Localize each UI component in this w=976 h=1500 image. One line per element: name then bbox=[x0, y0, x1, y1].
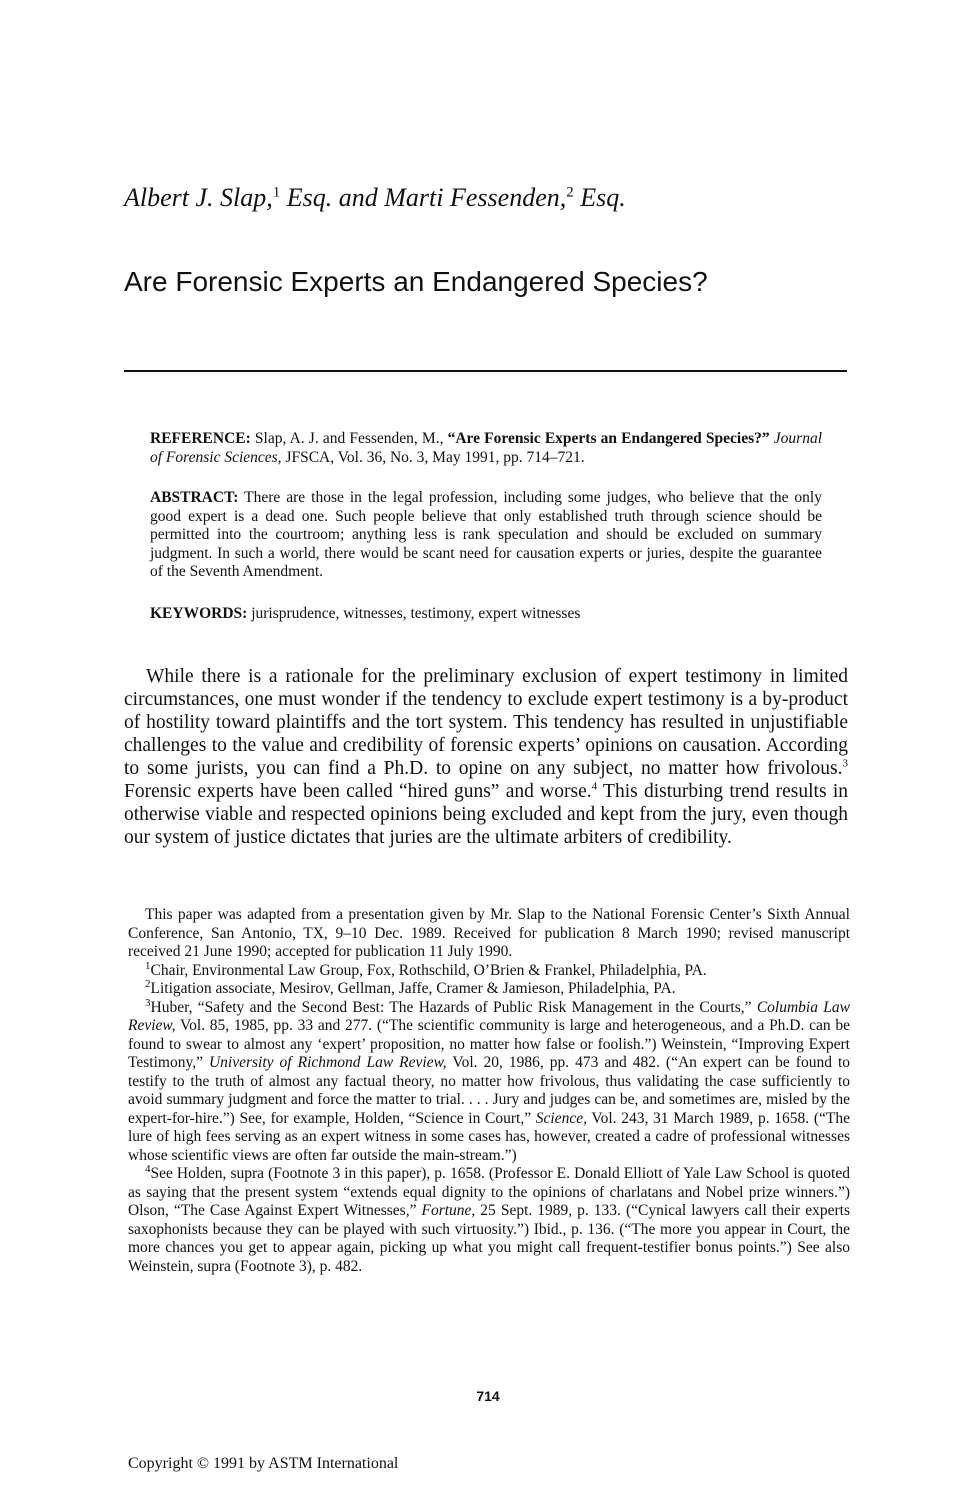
body-text-3: This disturbing trend results in otherwise viable and respected opinions being excluded and kept from the jury, even though our system of justice dictates that juries are the ultimate arbiters of credibility. bbox=[124, 781, 849, 848]
footnote-1 bbox=[128, 959, 850, 981]
footnote-ref-4[interactable]: 4 bbox=[591, 780, 598, 793]
reference-title: “Are Forensic Experts an Endangered Species?” bbox=[447, 430, 770, 447]
footnote-2-text: Litigation associate, Mesirov, Gellman, Jaffe, Cramer & Jamieson, Philadelphia, PA. bbox=[150, 980, 676, 997]
footnote-4 bbox=[128, 1162, 850, 1276]
keywords-label: KEYWORDS: bbox=[150, 605, 248, 622]
abstract-text: There are those in the legal profession, including some judges, who believe that the only good expert is a dead one. Such people believe that only established truth through science should be permitted into the courtroom; anything less is rank speculation and should be excluded on summary judgment. In such a world, there would be scant need for causation experts or juries, despite the guarantee of the Seventh Amendment. bbox=[150, 489, 822, 580]
footnote-3-journal-1: Columbia Law Review, bbox=[128, 998, 850, 1034]
footnote-1-text: Chair, Environmental Law Group, Fox, Rothschild, O’Brien & Frankel, Philadelphia, PA. bbox=[150, 961, 707, 979]
reference-label: REFERENCE: bbox=[150, 430, 251, 447]
reference-authors: Slap, A. J. and Fessenden, M., bbox=[250, 430, 448, 447]
author-separator: Esq. and bbox=[280, 183, 385, 212]
footnote-3-mark: 3 bbox=[145, 996, 151, 1009]
paper-title: Are Forensic Experts an Endangered Species? bbox=[124, 266, 708, 297]
author-suffix: Esq. bbox=[573, 183, 626, 212]
reference-block bbox=[150, 430, 822, 467]
copyright-notice: Copyright © 1991 by ASTM International bbox=[128, 1455, 399, 1472]
footnotes-section bbox=[128, 906, 850, 1276]
footnote-intro: This paper was adapted from a presentation given by Mr. Slap to the National Forensic Center’s Sixth Annual Conference, San Antonio, TX, 9–10 Dec. 1989. Received for publication 8 March 1990; revised manuscript received 21 June 1990; accepted for publication 11 July 1990. bbox=[128, 906, 850, 960]
footnote-3-journal-2: University of Richmond Law Review, bbox=[208, 1054, 447, 1071]
page-number: 714 bbox=[476, 1388, 500, 1404]
footnote-2 bbox=[128, 977, 850, 999]
footnote-4-mark: 4 bbox=[145, 1162, 151, 1175]
reference-journal: Journal of Forensic Sciences, bbox=[150, 430, 823, 466]
abstract-block bbox=[150, 489, 822, 582]
abstract-label: ABSTRACT: bbox=[150, 489, 239, 506]
reference-citation: JFSCA, Vol. 36, No. 3, May 1991, pp. 714–721. bbox=[281, 448, 585, 466]
keywords-block bbox=[150, 605, 822, 624]
title-divider bbox=[124, 370, 847, 372]
body-text-1: While there is a rationale for the preliminary exclusion of expert testimony in limited circumstances, one must wonder if the tendency to exclude expert testimony is a by-product of hostility toward plaintiffs and the tort system. This tendency has resulted in unjustifiable challenges to the value and credibility of forensic experts’ opinions on causation. According to some jurists, you can find a Ph.D. to opine on any subject, no matter how frivolous. bbox=[124, 666, 848, 779]
author-2-note[interactable]: 2 bbox=[566, 184, 574, 201]
footnote-3-text-a: Huber, “Safety and the Second Best: The Hazards of Public Risk Management in the Courts,” bbox=[150, 998, 757, 1016]
footnote-3-text-c: Vol. 85, 1985, pp. 33 and 277. (“The scientific community is large and heterogeneous, and a Ph.D. can be found to swear to almost any ‘expert’ proposition, no matter how false or foolish.”) Weinstein, “Improving Expert Testimony,” bbox=[128, 1017, 850, 1071]
footnote-3 bbox=[128, 996, 851, 1166]
footnote-3-text-e: Vol. 20, 1986, pp. 473 and 482. (“An expert can be found to testify to the truth of almost any factual theory, no matter how frivolous, thus validating the case sufficiently to avoid summary judgment and force the matter to trial. . . . Jury and judges can be, and sometimes are, misled by the expert-for-hire.”) See, for example, Holden, “Science in Court,” bbox=[128, 1054, 851, 1127]
body-text-2: Forensic experts have been called “hired guns” and worse. bbox=[124, 781, 592, 802]
footnote-4-journal: Fortune, bbox=[421, 1202, 476, 1219]
footnote-3-text-g: Vol. 243, 31 March 1989, p. 1658. (“The lure of high fees serving as an expert witness in some cases has, however, created a cadre of professional witnesses whose scientific views are often far outside the main-stream.”) bbox=[128, 1109, 850, 1164]
footnote-3-journal-3: Science, bbox=[535, 1109, 587, 1127]
footnote-ref-3[interactable]: 3 bbox=[842, 757, 848, 770]
footnote-2-mark: 2 bbox=[145, 977, 151, 990]
author-1: Albert J. Slap, bbox=[124, 183, 273, 212]
footnote-4-text-a: See Holden, supra (Footnote 3 in this paper), p. 1658. (Professor E. Donald Elliott of Yale Law School is quoted as saying that the present system “extends equal dignity to the opinions of charlatans and Nobel prize winners.”) Olson, “The Case Against Expert Witnesses,” bbox=[128, 1165, 850, 1219]
author-1-note[interactable]: 1 bbox=[272, 184, 281, 201]
footnote-1-mark: 1 bbox=[145, 959, 151, 972]
body-paragraph bbox=[124, 665, 848, 849]
keywords-text: jurisprudence, witnesses, testimony, expert witnesses bbox=[247, 605, 581, 622]
author-2: Marti Fessenden, bbox=[384, 183, 567, 212]
footnote-4-text-c: 25 Sept. 1989, p. 133. (“Cynical lawyers call their experts saxophonists because they can be played with such virtuosity.”) Ibid., p. 136. (“The more you appear in Court, the more chances you get to appear again, picking up what you might call frequent-testifier bonus points.”) See also Weinstein, supra (Footnote 3), p. 482. bbox=[128, 1202, 850, 1275]
authors-line bbox=[124, 183, 626, 213]
